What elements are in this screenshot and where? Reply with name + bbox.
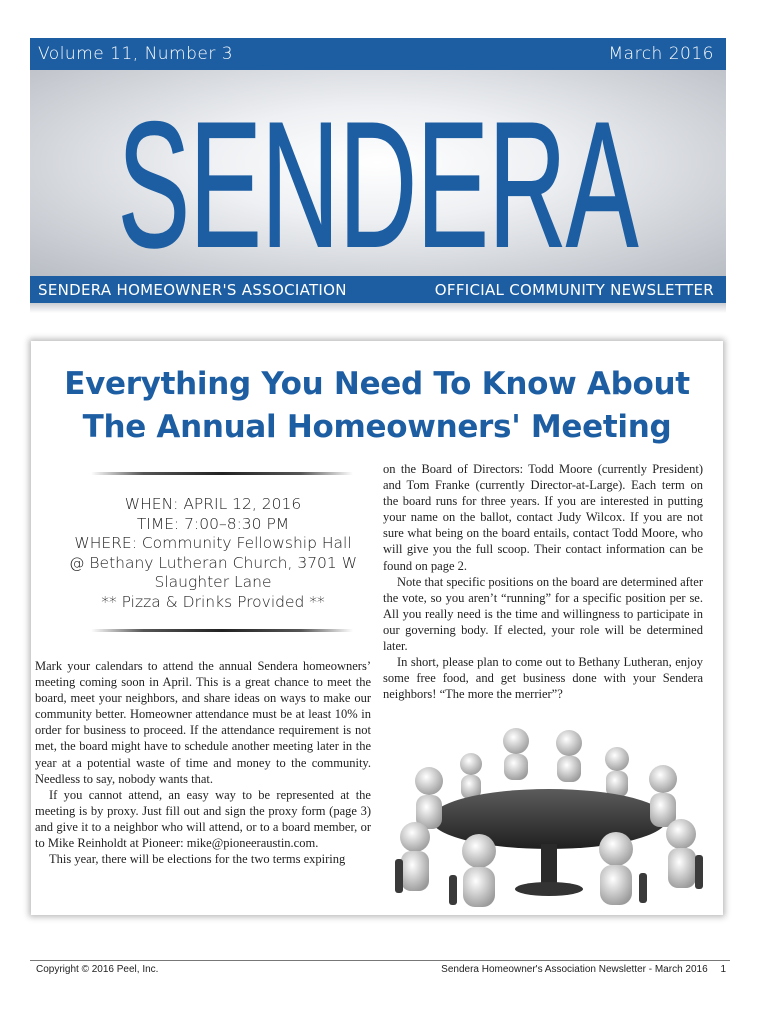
association-name: SENDERA HOMEOWNER'S ASSOCIATION [38,280,347,299]
paragraph: Mark your calendars to attend the annual Sendera homeowners’ meeting coming soon in April. This is a great chance to meet the board, meet your neighbors, and share ideas on ways to make our community better. Homeowner attendance must be at least 10% in order for business to proceed. If the attendance requirement is not met, the board might have to schedule another meeting later in the year at a potential waste of time and money to the community. Needless to say, nobody wants that. [35,659,371,786]
paragraph: In short, please plan to come out to Bethany Lutheran, enjoy some free food, and get business done with your Sendera neighbors! “The more the merrier”? [383,655,703,702]
masthead-banner [30,70,726,276]
article-card [31,341,723,915]
paragraph: If you cannot attend, an easy way to be represented at the meeting is by proxy. Just fill out and sign the proxy form (page 3) and give it to a neighbor who will attend, or to a board member, or to Mike Reinholdt at Pioneer: mike@pioneeraustin.com. [35,787,371,851]
article-column-right [383,461,703,702]
issue-date: March 2016 [608,44,714,64]
paragraph: Note that specific positions on the board are determined after the vote, so you aren’t “running” for a specific position per se. All you really need is the time and willingness to participate in our governing body. If elected, your role will be determined later. [383,574,703,654]
page-footer [36,964,726,975]
event-address-street: Slaughter Lane [154,573,272,591]
page-number: 1 [720,964,726,975]
newsletter-tagline: OFFICIAL COMMUNITY NEWSLETTER [434,280,714,299]
masthead-logo [30,70,726,276]
article-column-left [35,658,371,867]
copyright: Copyright © 2016 Peel, Inc. [36,964,159,975]
headline-line-2: The Annual Homeowners' Meeting [82,409,672,445]
volume-number: Volume 11, Number 3 [38,44,234,64]
event-when: WHEN: APRIL 12, 2016 [124,495,302,513]
footer-right [441,964,726,975]
paragraph: on the Board of Directors: Todd Moore (currently President) and Tom Franke (currently Director-at-Large). Each term on the board runs for three years. If you are interested in putting your name on the ballot, contact Judy Wilcox. If you are not sure what being on the board entails, contact Todd Moore, who will give you the full scoop. Their contact information can be found on page 2. [383,462,703,573]
event-time: TIME: 7:00–8:30 PM [136,514,290,533]
publication-name: Sendera Homeowner's Association Newsletter - March 2016 [441,964,708,975]
divider-bottom [91,629,353,632]
masthead-sub-bar [30,276,726,303]
masthead-top-bar [30,38,726,70]
event-extras: ** Pizza & Drinks Provided ** [101,592,325,611]
divider-top [91,472,353,475]
meeting-table-illustration [391,719,711,909]
banner-shadow [30,303,726,313]
paragraph: This year, there will be elections for the two terms expiring [49,852,346,867]
article-headline [31,363,723,449]
event-where: WHERE: Community Fellowship Hall [74,534,352,552]
footer-rule [30,960,730,961]
event-address: @ Bethany Lutheran Church, 3701 W [68,553,358,572]
event-details [55,495,371,612]
figure-back [460,728,629,799]
masthead-title: SENDERA [118,85,639,276]
headline-line-1: Everything You Need To Know About [64,366,690,402]
